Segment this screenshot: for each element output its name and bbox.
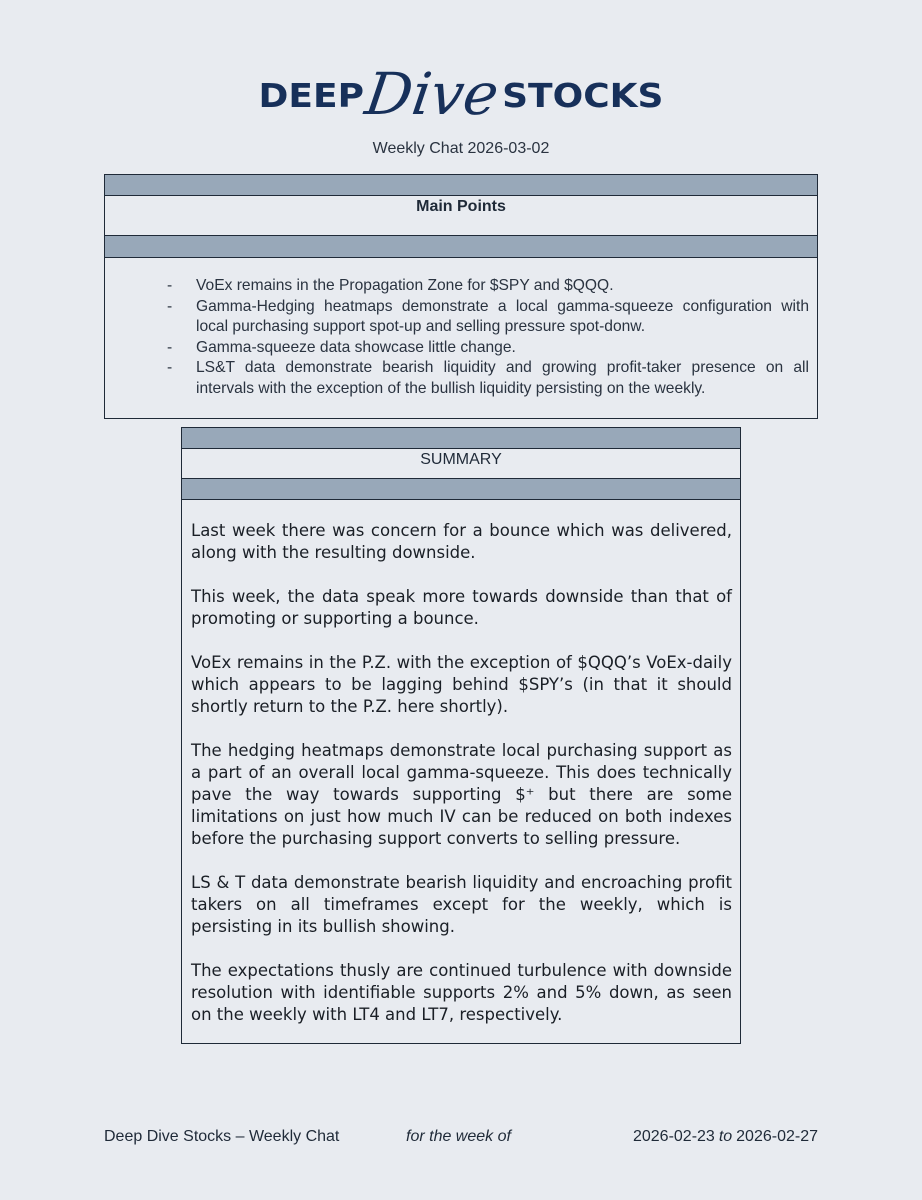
document-subtitle: Weekly Chat 2026-03-02 [372,140,550,157]
logo-stocks: STOCKS [502,77,664,115]
main-points-body [105,257,817,399]
logo [0,58,922,134]
summary-body [182,499,740,1026]
summary-paragraph: VoEx remains in the P.Z. with the exception of $QQQ’s VoEx-daily which appears to be lagging behind $SPY’s (in that it should shortly return to the P.Z. here shortly). [191,653,732,716]
summary-title: SUMMARY [182,448,740,478]
summary-table [181,427,741,1044]
header-bar [182,428,740,448]
logo-deep: DEEP [258,77,364,115]
summary-paragraph: This week, the data speak more towards downside than that of promoting or supporting a bounce. [191,587,732,628]
list-item: - Gamma-squeeze data showcase little change. [105,338,809,359]
main-points-list [105,258,817,399]
footer-week-label: for the week of [406,1128,511,1145]
footer-start-date: 2026-02-23 [632,1128,715,1145]
summary-paragraph: The expectations thusly are continued turbulence with downside resolution with identifiable supports 2% and 5% down, as seen on the weekly with LT4 and LT7, respectively. [191,961,732,1024]
header-bar [105,235,817,257]
page-footer [104,1128,818,1150]
main-points-title: Main Points [105,195,817,235]
footer-date-range [633,1128,818,1146]
list-item: - VoEx remains in the Propagation Zone for $SPY and $QQQ. [105,276,809,297]
summary-paragraph: The hedging heatmaps demonstrate local purchasing support as a part of an overall local gamma-squeeze. This does technically pave the way towards supporting $⁺ but there are some limitations on just how much IV can be reduced on both indexes before the purchasing support converts to selling pressure. [191,741,732,848]
header-bar [105,175,817,195]
footer-end-date: 2026-02-27 [736,1128,818,1145]
header-bar [182,478,740,499]
list-item: - Gamma-Hedging heatmaps demonstrate a local gamma-squeeze configuration with local purchasing support spot-up and selling pressure spot-donw. [105,297,809,338]
footer-title: Deep Dive Stocks – Weekly Chat [104,1128,340,1145]
summary-paragraph: LS & T data demonstrate bearish liquidity and encroaching profit takers on all timeframes except for the weekly, which is persisting in its bullish showing. [191,873,732,936]
footer-to: to [718,1128,733,1145]
logo-dive: Dive [361,60,503,128]
summary-paragraph: Last week there was concern for a bounce which was delivered, along with the resulting downside. [191,521,732,562]
main-points-table [104,174,818,419]
list-item: - LS&T data demonstrate bearish liquidity and growing profit-taker presence on all intervals with the exception of the bullish liquidity persisting on the weekly. [105,358,809,399]
